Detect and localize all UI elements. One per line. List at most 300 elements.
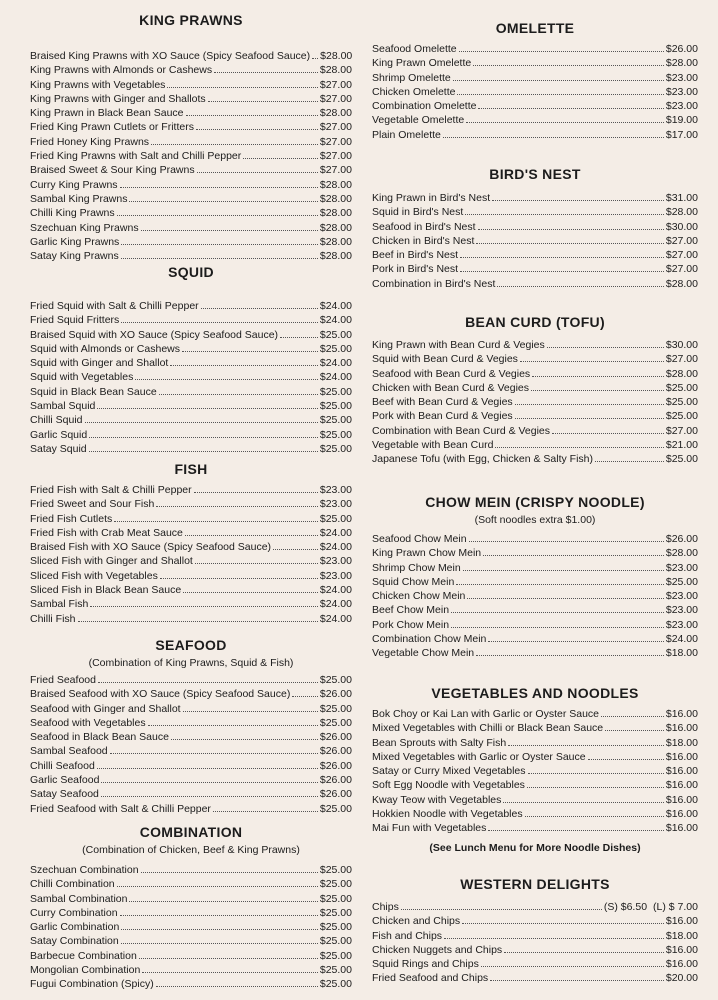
item-price: $26.00: [319, 688, 352, 701]
item-price: $23.00: [665, 71, 698, 84]
item-name: Chilli Fish: [30, 612, 76, 625]
leader-dots: [481, 965, 664, 967]
item-name: Beef Chow Mein: [372, 604, 450, 617]
item-name: Shrimp Chow Mein: [372, 561, 461, 574]
leader-dots: [121, 243, 318, 245]
leader-dots: [492, 199, 664, 201]
item-name: King Prawns with Ginger and Shallots: [30, 92, 206, 105]
menu-item: [30, 526, 352, 540]
menu-item: [30, 863, 352, 877]
item-price: $25.00: [665, 410, 698, 423]
menu-item: [30, 235, 352, 249]
item-name: Pork in Bird's Nest: [372, 263, 459, 276]
leader-dots: [186, 114, 318, 116]
item-name: Fried Seafood with Salt & Chilli Pepper: [30, 802, 211, 815]
section-birds-nest: [372, 164, 698, 291]
leader-dots: [117, 214, 318, 216]
item-price: $28.00: [319, 221, 352, 234]
menu-item: [30, 413, 352, 427]
leader-dots: [280, 336, 318, 338]
section-fish: [30, 459, 352, 626]
leader-dots: [208, 100, 318, 102]
item-name: Fried King Prawns with Salt and Chilli Pepper: [30, 150, 242, 163]
noodle-note: (See Lunch Menu for More Noodle Dishes): [429, 841, 641, 854]
leader-dots: [160, 577, 318, 579]
menu-item: [372, 424, 698, 438]
item-list: [372, 532, 698, 661]
item-name: Braised Fish with XO Sauce (Spicy Seafood Sauce): [30, 541, 272, 554]
leader-dots: [504, 951, 664, 953]
item-name: Fried Sweet and Sour Fish: [30, 498, 155, 511]
leader-dots: [156, 985, 318, 987]
item-list: [372, 914, 698, 985]
item-name: Sambal Fish: [30, 598, 89, 611]
item-price: $26.00: [319, 788, 352, 801]
menu-item: [372, 381, 698, 395]
item-price: $27.00: [665, 234, 698, 247]
menu-item: [30, 178, 352, 192]
menu-item-chips: [372, 900, 698, 914]
item-name: Fried Fish Cutlets: [30, 512, 113, 525]
leader-dots: [151, 143, 318, 145]
menu-item: [372, 929, 698, 943]
item-name: Vegetable Omelette: [372, 114, 465, 127]
item-price: $25.00: [319, 674, 352, 686]
leader-dots: [588, 758, 664, 760]
leader-dots: [476, 654, 664, 656]
item-price: $28.00: [665, 367, 698, 380]
item-name: Squid in Black Bean Sauce: [30, 385, 157, 398]
item-name: Garlic Combination: [30, 921, 120, 934]
item-price: $26.00: [319, 731, 352, 744]
leader-dots: [183, 591, 318, 593]
menu-item: [30, 78, 352, 92]
item-name: Fried Squid with Salt & Chilli Pepper: [30, 300, 199, 312]
menu-item: [372, 42, 698, 56]
item-list: [30, 863, 352, 992]
section-subtitle: (Combination of Chicken, Beef & King Prawns): [82, 844, 300, 856]
item-price: $27.00: [319, 121, 352, 134]
item-price: $23.00: [319, 569, 352, 582]
item-price: $24.00: [319, 598, 352, 611]
leader-dots: [488, 829, 663, 831]
menu-item: [30, 716, 352, 730]
item-name: Pork with Bean Curd & Vegies: [372, 410, 513, 423]
item-price: $27.00: [319, 164, 352, 177]
item-price: $26.00: [665, 533, 698, 545]
menu-item: [372, 99, 698, 113]
menu-item: [372, 575, 698, 589]
menu-item: [372, 352, 698, 366]
item-name: Fried Seafood: [30, 674, 96, 686]
leader-dots: [121, 928, 318, 930]
item-price-small: (S) $6.50: [603, 901, 648, 913]
item-price: $25.00: [319, 702, 352, 715]
menu-item: [30, 512, 352, 526]
item-name: Beef in Bird's Nest: [372, 249, 459, 262]
item-price: $27.00: [665, 424, 698, 437]
leader-dots: [129, 200, 317, 202]
item-price: $23.00: [665, 618, 698, 631]
leader-dots: [196, 128, 318, 130]
item-price: $25.00: [319, 949, 352, 962]
leader-dots: [508, 744, 664, 746]
item-price: $23.00: [319, 484, 352, 496]
item-price: $24.00: [319, 357, 352, 370]
item-list: [30, 299, 352, 456]
item-price: $25.00: [319, 512, 352, 525]
item-name: Chilli Combination: [30, 878, 115, 891]
item-price: $25.00: [319, 892, 352, 905]
menu-item: [372, 113, 698, 127]
item-name: Chicken and Chips: [372, 915, 461, 928]
item-name: Braised Squid with XO Sauce (Spicy Seafood Sauce): [30, 328, 279, 341]
item-price: $16.00: [665, 822, 698, 835]
item-name: Combination in Bird's Nest: [372, 277, 496, 290]
menu-item: [372, 452, 698, 466]
item-name: King Prawn in Black Bean Sauce: [30, 107, 184, 120]
menu-item: [30, 702, 352, 716]
item-name: Seafood in Bird's Nest: [372, 220, 476, 233]
item-name: Kway Teow with Vegetables: [372, 793, 502, 806]
item-price: $26.00: [665, 43, 698, 55]
item-name: Seafood with Ginger and Shallot: [30, 702, 181, 715]
menu-item: [30, 977, 352, 991]
leader-dots: [121, 321, 318, 323]
leader-dots: [483, 554, 664, 556]
item-price: $16.00: [665, 808, 698, 821]
item-name: Chicken Omelette: [372, 85, 456, 98]
section-subtitle: (Soft noodles extra $1.00): [474, 514, 596, 526]
menu-item: [30, 106, 352, 120]
item-price: $25.00: [319, 328, 352, 341]
leader-dots: [273, 548, 318, 550]
item-price: $23.00: [665, 561, 698, 574]
item-name: Satay Seafood: [30, 788, 99, 801]
leader-dots: [78, 620, 318, 622]
menu-item: [372, 603, 698, 617]
item-price: $16.00: [665, 722, 698, 735]
item-price: $28.00: [319, 64, 352, 77]
item-name: King Prawns with Almonds or Cashews: [30, 64, 213, 77]
item-price-large: (L) $ 7.00: [653, 901, 698, 913]
leader-dots: [401, 908, 602, 910]
section-title: BIRD'S NEST: [489, 166, 581, 182]
leader-dots: [528, 772, 664, 774]
menu-item: [30, 583, 352, 597]
leader-dots: [182, 350, 318, 352]
section-seafood: [30, 635, 352, 816]
menu-item: [372, 367, 698, 381]
menu-item: [30, 313, 352, 327]
item-name: Squid Rings and Chips: [372, 958, 479, 971]
item-name: Chicken with Bean Curd & Vegies: [372, 381, 530, 394]
item-price: $24.00: [319, 371, 352, 384]
menu-item: [372, 532, 698, 546]
item-name: Vegetable with Bean Curd: [372, 439, 494, 452]
section-title: COMBINATION: [139, 824, 243, 840]
item-price: $26.00: [319, 745, 352, 758]
leader-dots: [444, 937, 664, 939]
leader-dots: [89, 436, 318, 438]
item-price: $25.00: [319, 400, 352, 413]
item-price: $16.00: [665, 750, 698, 763]
leader-dots: [121, 942, 318, 944]
item-price: $24.00: [319, 584, 352, 597]
item-name: Chicken in Bird's Nest: [372, 234, 475, 247]
menu-item: [372, 128, 698, 142]
item-name: King Prawn Chow Mein: [372, 547, 482, 560]
item-name: Squid Chow Mein: [372, 575, 455, 588]
item-name: Squid with Ginger and Shallot: [30, 357, 169, 370]
item-price: $25.00: [319, 716, 352, 729]
leader-dots: [595, 460, 664, 462]
item-price: $25.00: [319, 864, 352, 876]
leader-dots: [121, 257, 318, 259]
item-price: $25.00: [319, 342, 352, 355]
item-price: $20.00: [665, 972, 698, 985]
item-price: $25.00: [665, 575, 698, 588]
item-name: Soft Egg Noodle with Vegetables: [372, 779, 525, 792]
item-name: Fried Fish with Crab Meat Sauce: [30, 526, 183, 539]
item-name: Fish and Chips: [372, 929, 443, 942]
item-price: $27.00: [319, 78, 352, 91]
leader-dots: [515, 403, 664, 405]
item-list: [372, 191, 698, 291]
item-name: Satay Squid: [30, 442, 87, 455]
menu-item: [372, 750, 698, 764]
section-title: BEAN CURD (TOFU): [465, 314, 605, 330]
item-name: Fried Honey King Prawns: [30, 135, 150, 148]
item-price: $28.00: [319, 207, 352, 220]
leader-dots: [114, 520, 318, 522]
leader-dots: [243, 157, 318, 159]
menu-item: [30, 483, 352, 497]
leader-dots: [476, 242, 664, 244]
menu-item: [30, 299, 352, 313]
item-price: $25.00: [665, 453, 698, 466]
item-name: Plain Omelette: [372, 128, 441, 141]
item-name: Chilli Squid: [30, 414, 83, 427]
item-name: Sambal Combination: [30, 892, 128, 905]
item-name: Vegetable Chow Mein: [372, 647, 475, 660]
menu-item: [372, 262, 698, 276]
item-list: [372, 707, 698, 836]
leader-dots: [465, 213, 664, 215]
item-price: $25.00: [319, 906, 352, 919]
menu-item: [30, 92, 352, 106]
menu-item: [30, 759, 352, 773]
leader-dots: [467, 597, 664, 599]
item-list: [372, 42, 698, 142]
leader-dots: [478, 107, 663, 109]
item-price: $25.00: [319, 935, 352, 948]
leader-dots: [605, 729, 664, 731]
item-price: $27.00: [319, 92, 352, 105]
leader-dots: [547, 346, 664, 348]
item-name: Pork Chow Mein: [372, 618, 450, 631]
section-king-prawns: [30, 10, 352, 263]
item-name: King Prawns with Vegetables: [30, 78, 166, 91]
menu-item: [372, 277, 698, 291]
menu-item: [372, 821, 698, 835]
menu-item: [372, 85, 698, 99]
item-name: King Prawn in Bird's Nest: [372, 192, 491, 204]
menu-item: [372, 971, 698, 985]
leader-dots: [457, 93, 663, 95]
leader-dots: [527, 786, 664, 788]
leader-dots: [98, 681, 318, 683]
menu-item: [372, 807, 698, 821]
item-name: Seafood with Bean Curd & Vegies: [372, 367, 531, 380]
menu-item: [30, 221, 352, 235]
item-price: $24.00: [665, 633, 698, 646]
menu-item: [30, 385, 352, 399]
item-name: Fried Squid Fritters: [30, 314, 120, 327]
menu-item: [30, 892, 352, 906]
item-name: Mixed Vegetables with Chilli or Black Bean Sauce: [372, 722, 604, 735]
item-name: Chilli King Prawns: [30, 207, 115, 220]
item-list: [30, 483, 352, 626]
section-omelette: [372, 18, 698, 142]
menu-item: [372, 409, 698, 423]
leader-dots: [183, 710, 318, 712]
leader-dots: [466, 121, 664, 123]
menu-item: [30, 787, 352, 801]
item-name: Mai Fun with Vegetables: [372, 822, 487, 835]
leader-dots: [171, 738, 318, 740]
leader-dots: [120, 914, 318, 916]
menu-item: [372, 205, 698, 219]
item-price: $26.00: [319, 774, 352, 787]
item-name: Curry King Prawns: [30, 178, 118, 191]
item-name: Mongolian Combination: [30, 964, 141, 977]
item-name: Szechuan King Prawns: [30, 221, 139, 234]
leader-dots: [443, 136, 664, 138]
item-name: Sliced Fish with Ginger and Shallot: [30, 555, 193, 568]
item-name: Mixed Vegetables with Garlic or Oyster Sauce: [372, 750, 586, 763]
item-price: $27.00: [319, 150, 352, 163]
leader-dots: [185, 534, 318, 536]
menu-item: [372, 191, 698, 205]
leader-dots: [312, 57, 318, 59]
leader-dots: [195, 562, 318, 564]
leader-dots: [85, 421, 318, 423]
leader-dots: [197, 171, 318, 173]
item-name: Satay or Curry Mixed Vegetables: [372, 765, 526, 778]
item-name: Seafood Omelette: [372, 43, 457, 55]
leader-dots: [531, 389, 664, 391]
leader-dots: [515, 417, 664, 419]
item-name: Squid in Bird's Nest: [372, 206, 464, 219]
section-title: WESTERN DELIGHTS: [460, 876, 610, 892]
item-name: Satay Combination: [30, 935, 119, 948]
item-price: $25.00: [319, 878, 352, 891]
menu-item: [372, 338, 698, 352]
menu-item: [372, 943, 698, 957]
item-price: $23.00: [665, 100, 698, 113]
item-list: [372, 338, 698, 467]
leader-dots: [156, 505, 318, 507]
leader-dots: [469, 540, 664, 542]
menu-item: [372, 248, 698, 262]
leader-dots: [97, 407, 318, 409]
item-name: Sliced Fish with Vegetables: [30, 569, 158, 582]
section-bean-curd: [372, 312, 698, 467]
section-title: CHOW MEIN (CRISPY NOODLE): [425, 494, 645, 510]
leader-dots: [117, 885, 318, 887]
menu-item: [30, 328, 352, 342]
item-price: $24.00: [319, 541, 352, 554]
leader-dots: [110, 752, 318, 754]
item-price: $27.00: [319, 135, 352, 148]
item-price: $27.00: [665, 249, 698, 262]
menu-item: [30, 399, 352, 413]
menu-item: [30, 149, 352, 163]
leader-dots: [159, 393, 318, 395]
menu-item: [30, 163, 352, 177]
item-name: Combination Chow Mein: [372, 633, 487, 646]
menu-item: [30, 877, 352, 891]
menu-item: [372, 561, 698, 575]
menu-item: [30, 963, 352, 977]
menu-item: [30, 206, 352, 220]
item-price: $28.00: [319, 178, 352, 191]
item-name: Combination Omelette: [372, 100, 477, 113]
item-name: Garlic Squid: [30, 428, 88, 441]
item-name: Sliced Fish in Black Bean Sauce: [30, 584, 182, 597]
item-name: Fried Seafood and Chips: [372, 972, 489, 985]
menu-item: [30, 920, 352, 934]
item-list: [30, 673, 352, 816]
item-name: Garlic King Prawns: [30, 235, 120, 248]
leader-dots: [129, 900, 317, 902]
leader-dots: [495, 446, 663, 448]
leader-dots: [456, 583, 664, 585]
leader-dots: [473, 64, 664, 66]
menu-item: [372, 778, 698, 792]
item-name: Shrimp Omelette: [372, 71, 451, 84]
item-name: Szechuan Combination: [30, 864, 139, 876]
item-price: $18.00: [665, 929, 698, 942]
item-name: Sambal King Prawns: [30, 192, 128, 205]
item-name: Barbecue Combination: [30, 949, 137, 962]
item-name: King Prawn with Bean Curd & Vegies: [372, 339, 545, 351]
menu-item: [30, 569, 352, 583]
leader-dots: [459, 50, 664, 52]
leader-dots: [167, 86, 317, 88]
section-title: FISH: [174, 461, 208, 477]
leader-dots: [451, 626, 664, 628]
leader-dots: [460, 256, 664, 258]
section-squid: [30, 262, 352, 456]
menu-item: [30, 497, 352, 511]
item-price: $21.00: [665, 439, 698, 452]
item-price: $31.00: [665, 192, 698, 204]
item-price: $25.00: [665, 396, 698, 409]
item-price: $28.00: [319, 250, 352, 263]
item-price: $18.00: [665, 736, 698, 749]
item-name: Japanese Tofu (with Egg, Chicken & Salty Fish): [372, 453, 593, 466]
item-price: $25.00: [319, 442, 352, 455]
item-price: $30.00: [665, 339, 698, 351]
menu-item: [30, 540, 352, 554]
leader-dots: [552, 432, 664, 434]
menu-item: [30, 554, 352, 568]
item-price: $23.00: [319, 498, 352, 511]
item-name: Chicken Chow Mein: [372, 590, 466, 603]
leader-dots: [463, 569, 664, 571]
